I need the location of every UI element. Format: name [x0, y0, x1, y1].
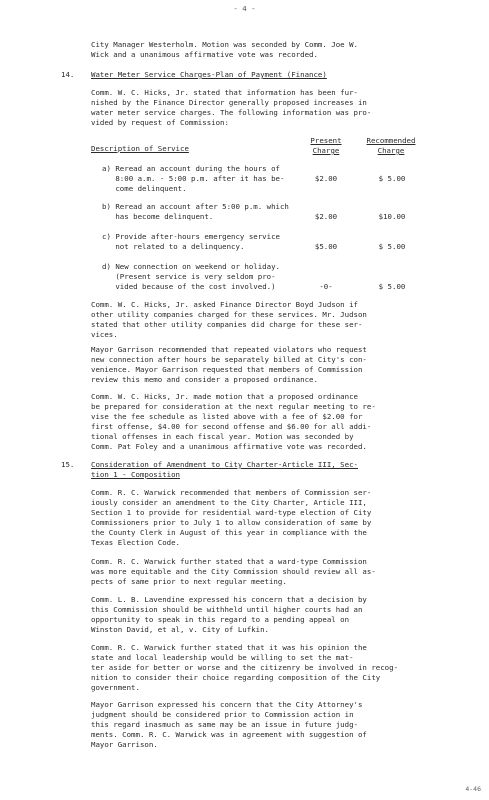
section-14-paragraph-2: Comm. W. C. Hicks, Jr. asked Finance Director Boyd Judson if other utility companies charged for these services. Mr. Judson stated that other utility companies did charge for these ser- vices.: [91, 300, 367, 339]
section-15-paragraph-4: Comm. R. C. Warwick further stated that it was his opinion the state and local leadership would be willing to set the mat- ter aside for better or worse and the citizenry be involved in recog- nition to consider their choice regarding composition of the City government.: [91, 643, 399, 692]
section-15-paragraph-1: Comm. R. C. Warwick recommended that members of Commission ser- iously consider an amendment to the City Charter, Article III, Section 1 to provide for residential ward-type election of City Commissioners prior to July 1 to allow consideration of same by the County Clerk in August of this year in compliance with the Texas Election Code.: [91, 488, 372, 547]
table-row-label: a) Reread an account during the hours of 8:00 a.m. - 5:00 p.m. after it has be- come delinquent.: [102, 164, 285, 193]
table-row-present: $5.00: [314, 242, 338, 251]
section-14-paragraph-4: Comm. W. C. Hicks, Jr. made motion that a proposed ordinance be prepared for consideration at the next regular meeting to re- vise the fee schedule as listed above with a fee of $2.00 for first offense, $4.00 for second offense and $6.00 for all addi- tional offenses in each fiscal year. Motion was seconded by Comm. Pat Foley and a unanimous affirmative vote was recorded.: [91, 392, 376, 451]
section-14-title: Water Meter Service Charges-Plan of Payment (Finance): [91, 70, 327, 79]
section-15-number: 15.: [61, 460, 75, 469]
section-14-number: 14.: [61, 70, 75, 79]
table-row-label: b) Reread an account after 5:00 p.m. which has become delinquent.: [102, 202, 289, 221]
table-row-recommended: $ 5.00: [378, 242, 406, 251]
section-14-paragraph-3: Mayor Garrison recommended that repeated violators who request new connection after hours be separately billed at City's con- venience. Mayor Garrison requested that members of Commission review this memo and consider a proposed ordinance.: [91, 345, 367, 384]
section-15-paragraph-5: Mayor Garrison expressed his concern that the City Attorney's judgment should be considered prior to Commission action in this regard inasmuch as same may be an issue in future judg- ments. Comm. R. C. Warwick was in agreement with suggestion of Mayor Garrison.: [91, 700, 367, 749]
section-15-paragraph-3: Comm. L. B. Lavendine expressed his concern that a decision by this Commission should be withheld until higher courts had an opportunity to speak in this regard to a pending appeal on Winston David, et al, v. City of Lufkin.: [91, 595, 367, 634]
table-row-recommended: $10.00: [378, 212, 406, 221]
table-row-present: -0-: [319, 282, 333, 291]
table-row-recommended: $ 5.00: [378, 282, 406, 291]
intro-paragraph: City Manager Westerholm. Motion was seconded by Comm. Joe W. Wick and a unanimous affirmative vote was recorded.: [91, 40, 358, 59]
table-header-recommended: Recommended Charge: [366, 136, 416, 155]
section-15-title: Consideration of Amendment to City Charter-Article III, Sec- tion 1 - Composition: [91, 460, 358, 479]
table-header-present: Present Charge: [310, 136, 342, 155]
table-row-present: $2.00: [314, 174, 338, 183]
table-row-present: $2.00: [314, 212, 338, 221]
table-row-recommended: $ 5.00: [378, 174, 406, 183]
section-14-paragraph-1: Comm. W. C. Hicks, Jr. stated that information has been fur- nished by the Finance Director generally proposed increases in water meter service charges. The following information was pro- vided by request of Commission:: [91, 88, 372, 127]
table-row-label: c) Provide after-hours emergency service not related to a delinquency.: [102, 232, 280, 251]
section-15-paragraph-2: Comm. R. C. Warwick further stated that a ward-type Commission was more equitable and the City Commission should review all as- pects of same prior to next regular meeting.: [91, 557, 376, 586]
table-header-description: Description of Service: [91, 144, 189, 153]
table-row-label: d) New connection on weekend or holiday. (Present service is very seldom pro- vided because of the cost involved.): [102, 262, 280, 291]
corner-mark: 4-46: [465, 785, 481, 793]
page-number: - 4 -: [233, 4, 256, 13]
